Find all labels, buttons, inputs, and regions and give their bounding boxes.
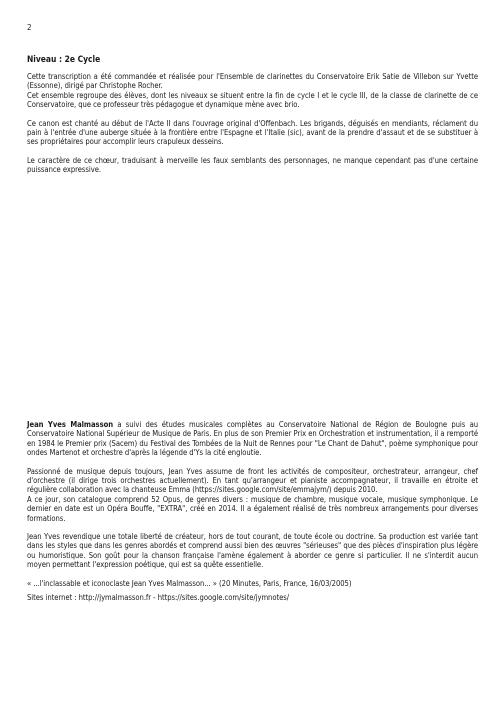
level-heading: Niveau : 2e Cycle [27,54,101,64]
composer-name: Jean Yves Malmasson [27,420,114,429]
bio-section [27,420,478,603]
press-quote: « ...l'inclassable et iconoclaste Jean Yves Malmasson... » (20 Minutes, Paris, France, 16/03/2005) [27,578,352,588]
bio-paragraph-1 [27,420,478,458]
websites: Sites internet : http://jymalmasson.fr - https://sites.google.com/site/jymnotes/ [27,593,290,603]
bio-paragraph-1-text: a suivi des études musicales complètes au Conservatoire National de Région de Boulogne puis au Conservatoire National Supérieur de Musique de Paris. En plus de son Premier Prix en Orchestration et instrumentation, il a remporté en 1984 le Premier prix (Sacem) du Festival des Tombées de la Nuit de Rennes pour "Le Chant de Dahut", poème symphonique pour ondes Martenot et orchestre d'après la légende d'Ys la cité engloutie. [27,420,478,458]
intro-section [27,72,478,175]
intro-paragraph-1: Cette transcription a été commandée et réalisée pour l'Ensemble de clarinettes du Conservatoire Erik Satie de Villebon sur Yvette (Essonne), dirigé par Christophe Rocher. [27,72,478,91]
bio-paragraph-4: Jean Yves revendique une totale liberté de créateur, hors de tout courant, de toute école ou doctrine. Sa production est variée tant dans les styles que dans les genres abordés et comprend aussi bien des œuvres "sérieuses" que des pièces d'inspiration plus légère ou humoristique. Son goût pour la chanson française l'amène également à aborder ce genre si particulier. Il ne s'interdit aucun moyen permettant l'expression poétique, qui est sa quête essentielle. [27,532,478,570]
page-number: 2 [27,23,32,32]
intro-paragraph-3: Ce canon est chanté au début de l'Acte II dans l'ouvrage original d'Offenbach. Les brigands, déguisés en mendiants, réclament du pain à l'entrée d'une auberge située à la frontière entre l'Espagne et l'Italie (sic), avant de la prendre d'assaut et de se substituer à ses propriétaires pour accomplir leurs crapuleux desseins. [27,118,478,147]
bio-paragraph-2: Passionné de musique depuis toujours, Jean Yves assume de front les activités de compositeur, orchestrateur, arrangeur, chef d'orchestre (il dirige trois orchestres actuellement). En tant qu'arrangeur et pianiste accompagnateur, il travaille en étroite et régulière collaboration avec la chanteuse Emma (https://sites.google.com/site/emmajym/) depuis 2010. [27,466,478,495]
bio-paragraph-3: A ce jour, son catalogue comprend 52 Opus, de genres divers : musique de chambre, musique vocale, musique symphonique. Le dernier en date est un Opéra Bouffe, "EXTRA", créé en 2014. Il a également réalisé de très nombreux arrangements pour diverses formations. [27,494,478,523]
intro-paragraph-4: Le caractère de ce chœur, traduisant à merveille les faux semblants des personnages, ne manque cependant pas d'une certaine puissance expressive. [27,155,478,175]
intro-paragraph-2: Cet ensemble regroupe des élèves, dont les niveaux se situent entre la fin de cycle I et le cycle III, de la classe de clarinette de ce Conservatoire, que ce professeur très pédagogue et dynamique mène avec brio. [27,90,478,110]
